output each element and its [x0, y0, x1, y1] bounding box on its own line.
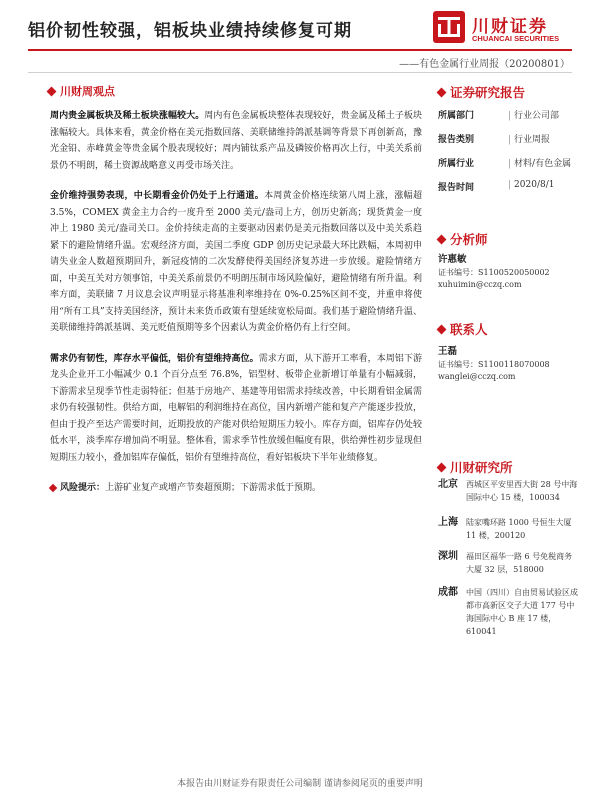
- contact-heading: 联系人: [438, 320, 488, 338]
- office-city: 深圳: [438, 551, 458, 562]
- viewpoint-paragraph: [50, 188, 422, 337]
- header-divider: [28, 72, 572, 73]
- diamond-bullet-icon: [437, 324, 447, 334]
- diamond-bullet-icon: [49, 484, 57, 492]
- brand-name-cn: 川财证券: [472, 17, 548, 37]
- office-city: 北京: [438, 479, 458, 490]
- contact-card: [438, 346, 550, 383]
- paragraph-body: 周内有色金属板块整体表现较好，贵金属及稀土子板块涨幅较大。具体来看，黄金价格在美元指数回落、美联储维持鸽派基调等背景下再创新高，豫光金铅、赤峰黄金等贵金属个股表现较好；周内铺钛系产品及磷铵价格再次上行，中美关系前景仍不明朗，稀土资源战略意义再受市场关注。: [50, 111, 422, 171]
- paragraph-lead: 金价维持强势表现，中长期看金价仍处于上行通道。: [50, 191, 265, 201]
- meta-row-department: [438, 108, 559, 121]
- meta-key: 报告时间: [438, 183, 475, 193]
- meta-key: 所属行业: [438, 159, 475, 169]
- viewpoints-body: [50, 108, 422, 496]
- paragraph-body: 需求方面，从下游开工率看，本周铝下游龙头企业开工小幅减少 0.1 个百分点至 76.8%，铝型材、板带企业新增订单量有小幅减弱，下游需求呈现季节性走弱特征；但基于房地产、基建等用铝需求持续改善，中长期看铝金属需求仍有较强韧性。供给方面，电解铝的利润维持在高位，国内新增产能和复产产能逐步投放，但由于投产至达产需要时间，近期投放的产能对供给短期压力较小。库存方面，铝库存仍处较低水平，淡季库存增加尚不明显。整体看，需求季节性放缓但幅度有限，供给弹性初步显现但短期压力较小，叠加铝库存偏低，铝价有望维持高位，看好铝板块下半年业绩修复。: [50, 353, 422, 463]
- brand-name-en: CHUANCAI SECURITIES: [472, 34, 560, 43]
- meta-row-industry: [438, 156, 571, 169]
- diamond-bullet-icon: [437, 87, 447, 97]
- office-address: 福田区福华一路 6 号免税商务大厦 32 层，518000: [466, 552, 573, 574]
- office-address: 中国（四川）自由贸易试验区成都市高新区交子大道 177 号中海国际中心 B 座 17 楼，610041: [466, 588, 578, 636]
- viewpoint-paragraph: [50, 108, 422, 174]
- viewpoint-paragraph: [50, 351, 422, 467]
- header-red-rule: [28, 49, 572, 51]
- analyst-name: 许惠敏: [438, 254, 467, 265]
- footer-disclaimer: 本报告由川财证券有限责任公司编制 谨请参阅尾页的重要声明: [177, 779, 423, 789]
- meta-value: | 行业周报: [508, 132, 550, 145]
- office-address: 陆家嘴环路 1000 号恒生大厦 11 楼，200120: [466, 518, 572, 540]
- paragraph-body: 本周黄金价格连续第八周上涨，涨幅超 3.5%，COMEX 黄金主力合约一度升至 2000 美元/盎司上方，创历史新高；现货黄金一度冲上 1980 美元/盎司关口。金价持续走高的主要驱动因素仍是美元指数回落以及中美关系趋紧下的避险情绪升温。宏观经济方面，美国二季度 GDP 创历史记录最大环比跌幅，本周初申请失业金人数超预期回升，新冠疫情的二次发酵使得美国经济复苏进一步放缓。避险情绪方面，中美互关对方领事馆，中美关系前景仍不明朗压制市场风险偏好，避险情绪有所升温。利率方面，美联储 7 月议息会议声明显示将基准利率维持在 0%-0.25%区间不变，并重申将使用“所有工具”支持美国经济，预计未来货币政策有望延续宽松局面。我们基于避险情绪升温、美联储维持鸽派基调、美元贬值预期等多个因素认为黄金价格仍有上行空间。: [50, 191, 422, 333]
- diamond-bullet-icon: [437, 462, 447, 472]
- analyst-email[interactable]: xuhuimin@cczq.com: [438, 280, 522, 289]
- meta-value: | 2020/8/1: [508, 180, 554, 193]
- office-city: 成都: [438, 587, 458, 598]
- paragraph-lead: 周内贵金属板块及稀土板块涨幅较大。: [50, 111, 205, 121]
- meta-value: | 行业公司部: [508, 108, 559, 121]
- risk-warning: [50, 480, 422, 496]
- paragraph-lead: 需求仍有韧性，库存水平偏低，铝价有望维持高位。: [50, 353, 259, 364]
- report-title: 铝价韧性较强，铝板块业绩持续修复可期: [28, 21, 352, 41]
- meta-key: 所属部门: [438, 111, 475, 121]
- meta-value: | 材料/有色金属: [508, 156, 571, 169]
- office-shenzhen: [438, 550, 578, 576]
- chuancai-logo-icon: [432, 10, 466, 44]
- diamond-bullet-icon: [47, 86, 57, 96]
- office-shanghai: [438, 516, 578, 542]
- diamond-bullet-icon: [437, 234, 447, 244]
- meta-row-category: [438, 132, 550, 145]
- contact-email[interactable]: wanglei@cczq.com: [438, 372, 516, 381]
- meta-key: 报告类别: [438, 135, 475, 145]
- contact-cert: 证书编号：S1100118070008: [438, 360, 550, 369]
- meta-row-date: [438, 180, 554, 193]
- viewpoints-heading: 川财周观点: [48, 83, 115, 99]
- risk-label: 风险提示：: [60, 483, 106, 493]
- analyst-heading: 分析师: [438, 230, 488, 248]
- report-info-heading: 证券研究报告: [438, 83, 525, 101]
- research-heading: 川财研究所: [438, 458, 513, 476]
- analyst-cert: 证书编号：S1100520050002: [438, 268, 550, 277]
- office-address: 西城区平安里西大街 28 号中海国际中心 15 楼，100034: [466, 480, 578, 502]
- office-beijing: [438, 478, 578, 504]
- office-city: 上海: [438, 517, 458, 528]
- risk-text: 上游矿业复产或增产节奏超预期；下游需求低于预期。: [105, 483, 322, 493]
- contact-name: 王磊: [438, 346, 458, 357]
- office-chengdu: [438, 586, 578, 638]
- analyst-card: [438, 254, 550, 291]
- report-subtitle: ——有色金属行业周报（20200801）: [399, 59, 570, 70]
